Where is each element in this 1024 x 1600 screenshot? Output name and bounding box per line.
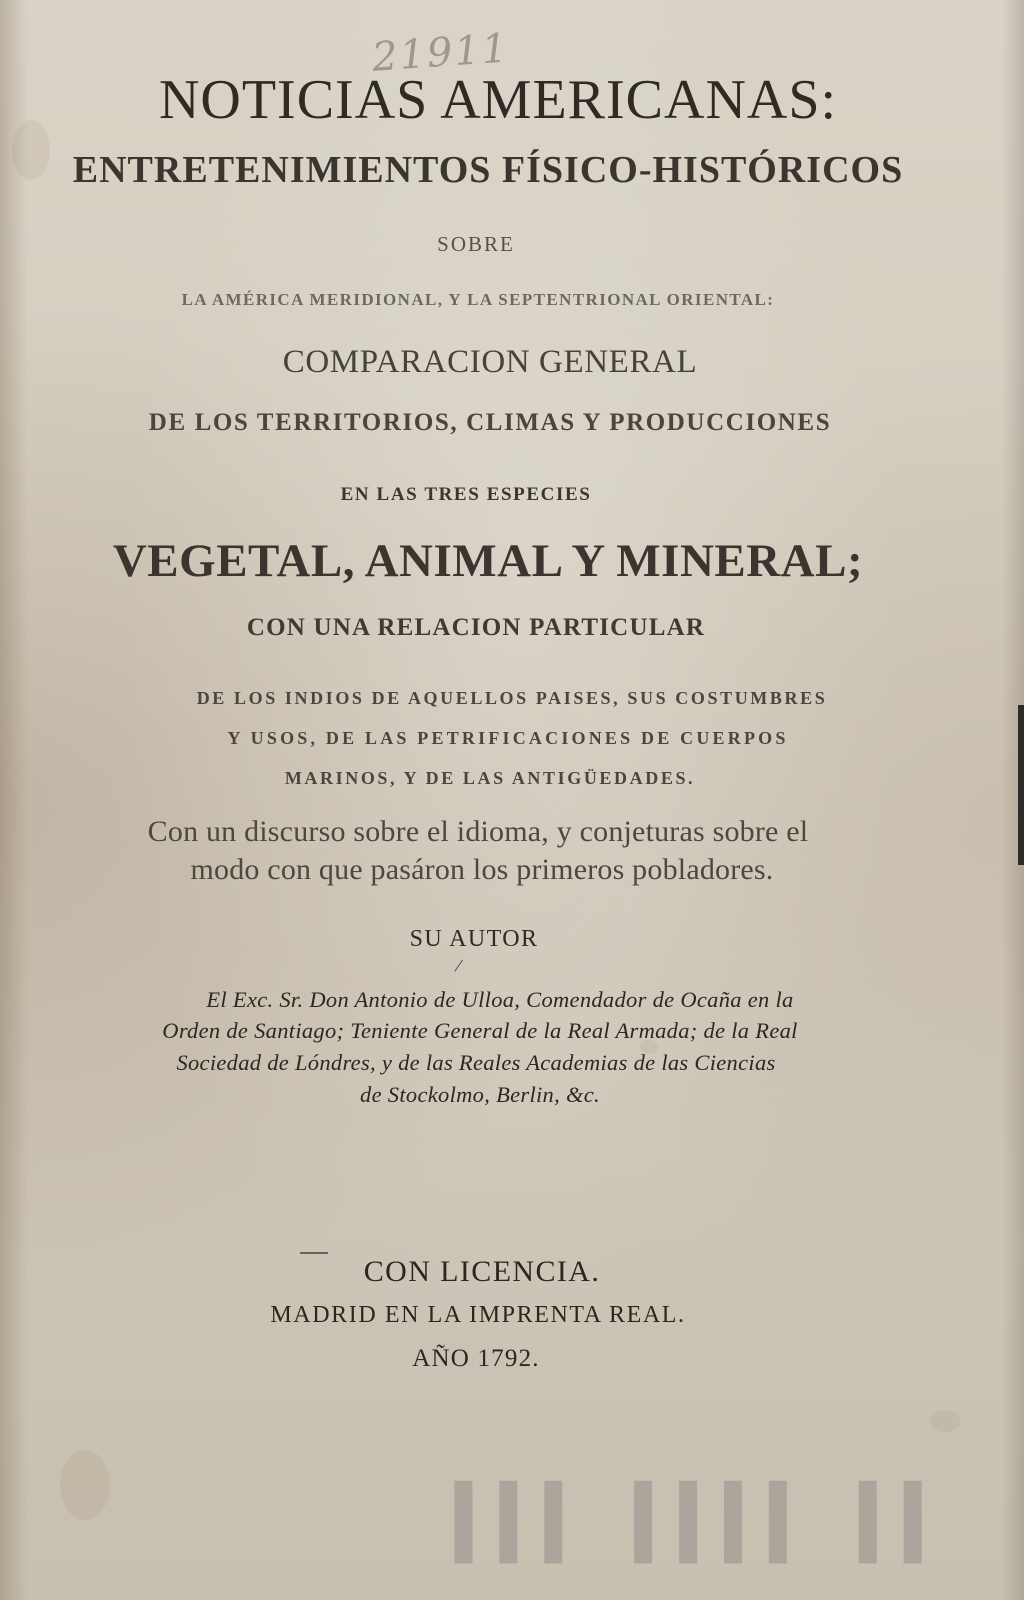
year-line: AÑO 1792. (412, 1345, 540, 1372)
author-line-1: El Exc. Sr. Don Antonio de Ulloa, Comendador de Ocaña en la (206, 987, 794, 1012)
discurso-line-2: modo con que pasáron los primeros pobladores. (190, 853, 774, 886)
foxing-spot (930, 1410, 960, 1432)
author-line-4: de Stockolmo, Berlin, &c. (360, 1082, 600, 1107)
bleed-through-stamp-shadow: ▌▌▌ ▌▌▌▌ ▌▌ (455, 1481, 950, 1563)
handwritten-catalog-number: 21911 (370, 25, 511, 81)
book-title: NOTICIAS AMERICANAS: (158, 69, 838, 131)
author-line-2: Orden de Santiago; Teniente General de la Real Armada; de la Real (162, 1018, 798, 1043)
indios-line-2: Y USOS, DE LAS PETRIFICACIONES DE CUERPOS (227, 728, 789, 748)
territorios-line: DE LOS TERRITORIOS, CLIMAS Y PRODUCCIONES (148, 409, 832, 436)
imprenta-line: MADRID EN LA IMPRENTA REAL. (270, 1302, 686, 1328)
discurso-line-1: Con un discurso sobre el idioma, y conjeturas sobre el (147, 815, 809, 848)
indios-line-3: MARINOS, Y DE LAS ANTIGÜEDADES. (284, 768, 696, 788)
author-line-3: Sociedad de Lóndres, y de las Reales Academias de las Ciencias (176, 1050, 776, 1075)
autor-label: SU AUTOR (409, 926, 539, 952)
sobre-line: SOBRE (437, 232, 515, 256)
pencil-tick-mark (454, 960, 464, 973)
region-line: LA AMÉRICA MERIDIONAL, Y LA SEPTENTRIONAL ORIENTAL: (181, 290, 775, 309)
foxing-spot (60, 1450, 110, 1520)
indios-line-1: DE LOS INDIOS DE AQUELLOS PAISES, SUS COSTUMBRES (196, 688, 828, 708)
licencia-line: CON LICENCIA. (363, 1255, 601, 1288)
pencil-dash-mark (300, 1252, 328, 1254)
reinos-line: VEGETAL, ANIMAL Y MINERAL; (112, 535, 864, 587)
especies-line: EN LAS TRES ESPECIES (340, 484, 592, 505)
comparacion-line: COMPARACION GENERAL (282, 344, 698, 380)
book-subtitle: ENTRETENIMIENTOS FÍSICO-HISTÓRICOS (72, 149, 904, 191)
relacion-line: CON UNA RELACION PARTICULAR (246, 614, 706, 641)
